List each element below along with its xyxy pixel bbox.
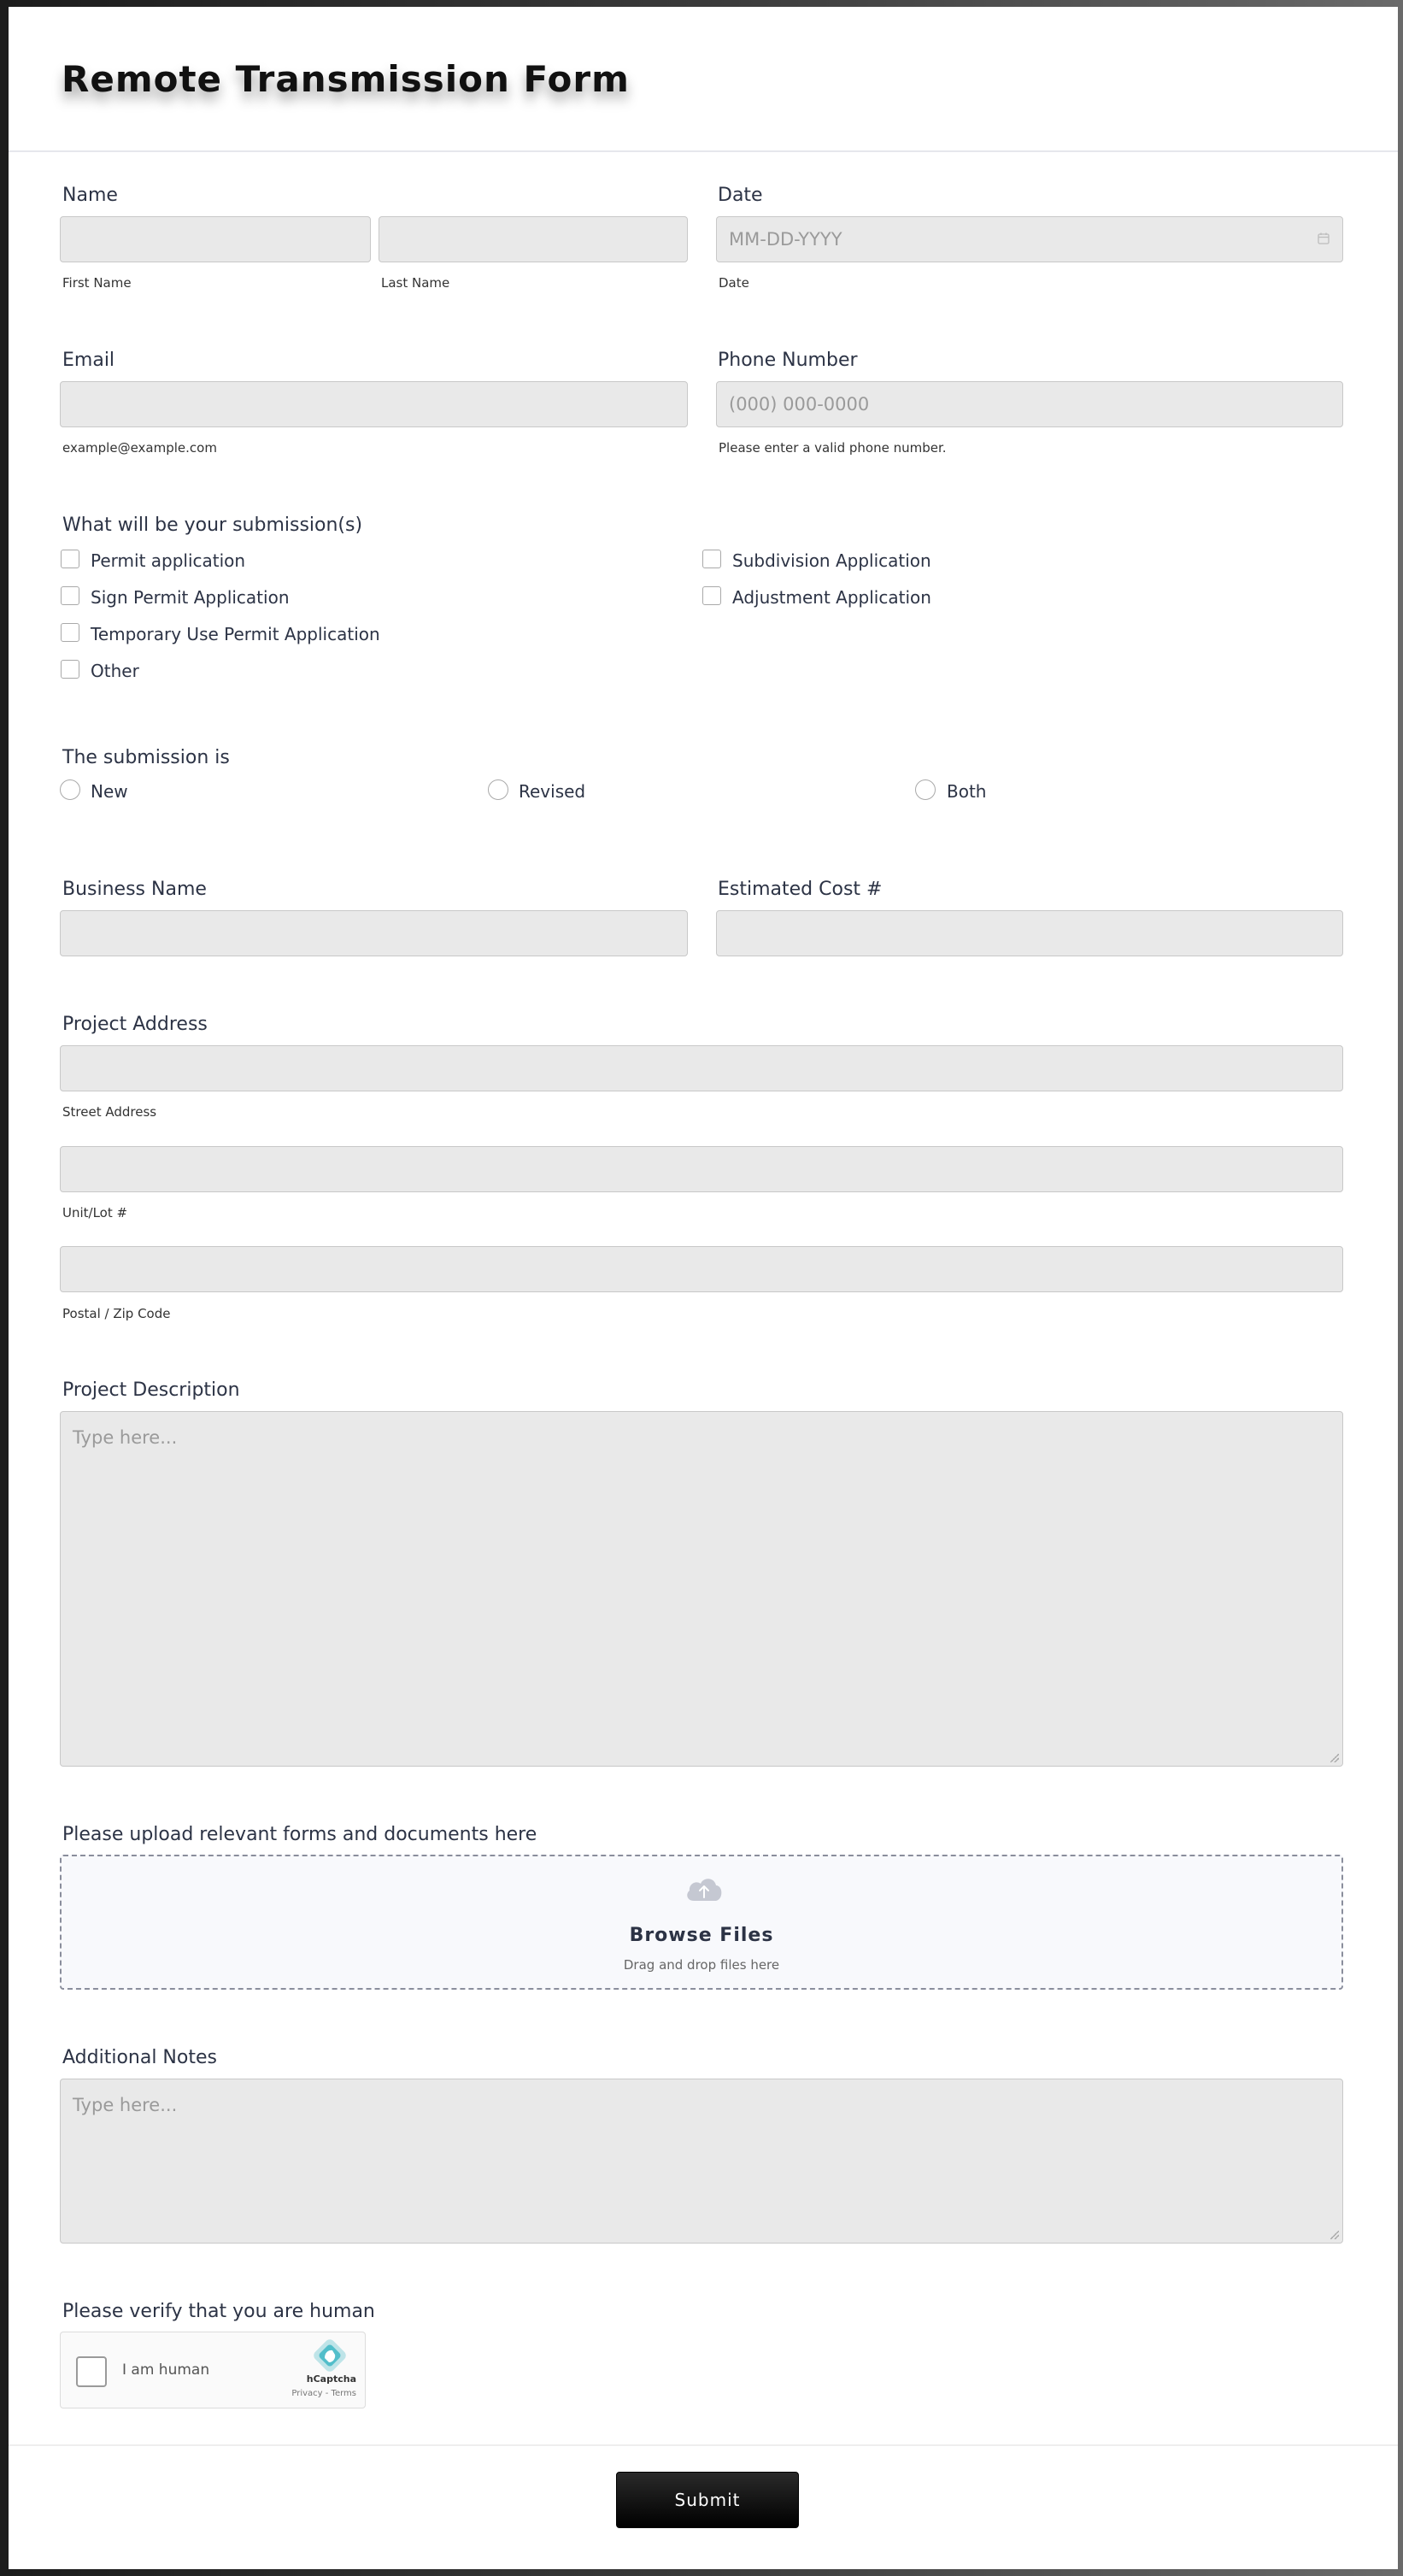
resize-handle[interactable] [1330,1754,1339,1762]
file-upload-dropzone[interactable] [60,1855,1343,1990]
cloud-upload-icon [684,1873,725,1908]
postal-code-input[interactable] [60,1246,1343,1292]
business-name-label: Business Name [62,879,207,900]
option-label: Other [91,661,139,681]
unit-lot-input[interactable] [60,1146,1343,1192]
radio-both[interactable] [915,779,936,800]
submission-type-label: The submission is [62,747,230,768]
option-label: Temporary Use Permit Application [91,624,380,644]
estimated-cost-input[interactable] [716,910,1343,956]
checkbox-subdivision-application[interactable] [702,550,721,568]
calendar-icon[interactable] [1317,229,1330,250]
captcha-checkbox-label: I am human [122,2361,210,2379]
checkbox-other[interactable] [61,660,79,679]
hcaptcha-logo-icon [314,2339,346,2375]
email-input[interactable] [60,381,688,427]
email-sublabel: example@example.com [62,440,217,456]
phone-input[interactable] [716,381,1343,427]
submissions-label: What will be your submission(s) [62,515,363,536]
last-name-input[interactable] [379,216,688,262]
radio-label: Both [947,781,987,802]
date-label: Date [718,185,763,206]
phone-placeholder: (000) 000-0000 [729,394,870,415]
street-address-input[interactable] [60,1045,1343,1091]
unit-lot-sublabel: Unit/Lot # [62,1205,128,1220]
first-name-input[interactable] [60,216,371,262]
radio-new[interactable] [60,779,80,800]
radio-label: Revised [519,781,586,802]
estimated-cost-label: Estimated Cost # [718,879,883,900]
additional-notes-label: Additional Notes [62,2047,217,2068]
project-description-textarea[interactable] [60,1411,1343,1767]
postal-code-sublabel: Postal / Zip Code [62,1306,171,1321]
checkbox-adjustment-application[interactable] [702,586,721,605]
form-title: Remote Transmission Form [62,58,630,100]
radio-revised[interactable] [488,779,508,800]
last-name-sublabel: Last Name [381,275,450,291]
date-input[interactable] [716,216,1343,262]
project-description-label: Project Description [62,1379,240,1401]
option-label: Permit application [91,550,246,571]
phone-sublabel: Please enter a valid phone number. [719,440,947,456]
submit-button[interactable]: Submit [616,2472,799,2528]
resize-handle[interactable] [1330,2231,1339,2239]
upload-label: Please upload relevant forms and documents here [62,1824,537,1845]
project-address-label: Project Address [62,1014,208,1035]
checkbox-temporary-use-permit[interactable] [61,623,79,642]
option-label: Sign Permit Application [91,587,290,608]
captcha-privacy-terms-links[interactable]: Privacy - Terms [291,2389,356,2398]
first-name-sublabel: First Name [62,275,132,291]
date-sublabel: Date [719,275,749,291]
hcaptcha-widget [60,2332,366,2408]
radio-label: New [91,781,128,802]
form-header [9,7,1398,152]
drag-drop-hint: Drag and drop files here [623,1957,780,1973]
checkbox-sign-permit[interactable] [61,586,79,605]
name-label: Name [62,185,118,206]
street-address-sublabel: Street Address [62,1104,157,1120]
checkbox-permit-application[interactable] [61,550,79,568]
phone-label: Phone Number [718,350,858,371]
captcha-checkbox[interactable] [76,2356,107,2387]
email-label: Email [62,350,115,371]
browse-files-button[interactable]: Browse Files [629,1925,774,1946]
description-placeholder: Type here... [73,1427,178,1448]
captcha-label: Please verify that you are human [62,2301,375,2322]
form-card [9,7,1398,2569]
additional-notes-textarea[interactable] [60,2079,1343,2244]
hcaptcha-brand: hCaptcha [306,2373,356,2385]
option-label: Subdivision Application [732,550,931,571]
date-placeholder: MM-DD-YYYY [729,229,842,250]
business-name-input[interactable] [60,910,688,956]
footer-divider [9,2444,1398,2446]
notes-placeholder: Type here... [73,2095,178,2115]
option-label: Adjustment Application [732,587,931,608]
